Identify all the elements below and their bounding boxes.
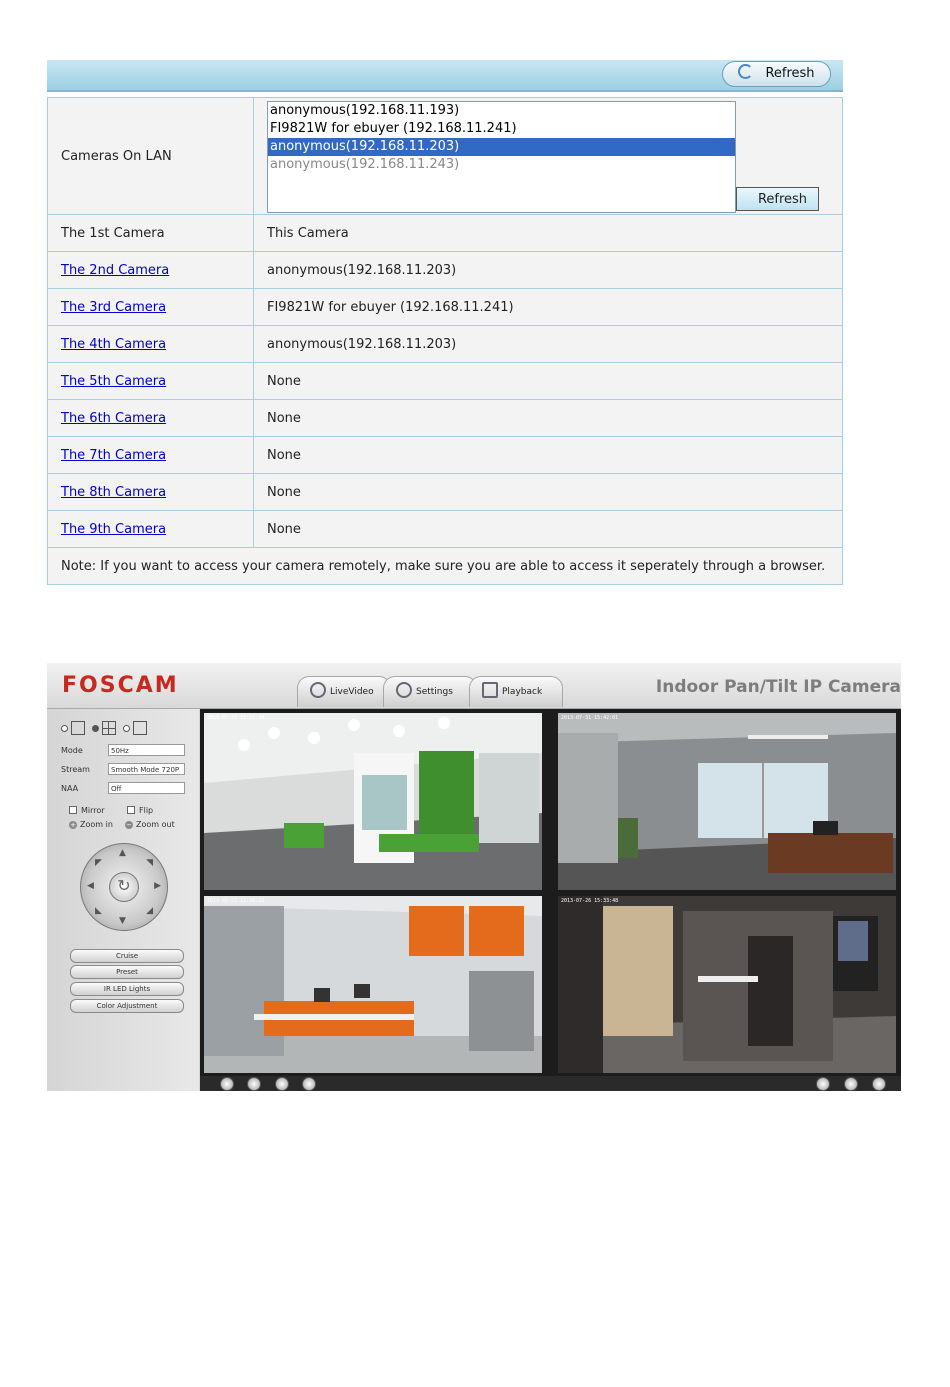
mirror-checkbox[interactable] [69, 806, 105, 815]
record-button[interactable] [247, 1077, 261, 1091]
camera-3-link[interactable]: The 3rd Camera [61, 299, 167, 315]
zoom-out-label: Zoom out [136, 820, 175, 829]
mode-select[interactable]: 50Hz [108, 744, 185, 756]
list-refresh-button[interactable]: Refresh [736, 187, 819, 211]
radio-icon [61, 725, 68, 732]
naa-label: NAA [61, 784, 79, 793]
minus-icon: − [126, 821, 132, 829]
refresh-icon [738, 64, 753, 79]
video-feed-1[interactable] [204, 713, 542, 890]
tab-settings[interactable] [383, 676, 477, 707]
gear-icon [396, 682, 412, 698]
zoom-button[interactable] [816, 1077, 830, 1091]
audio-button[interactable] [275, 1077, 289, 1091]
cameras-table [47, 97, 843, 585]
timestamp: 2013-07-31 15:42:01 [561, 715, 619, 721]
snapshot-button[interactable] [220, 1077, 234, 1091]
header-refresh-button[interactable] [722, 61, 831, 87]
camera-list-option[interactable]: FI9821W for ebuyer (192.168.11.241) [270, 121, 517, 136]
panel-header [47, 60, 843, 92]
timestamp: 2013-07-31 11:30:22 [207, 898, 265, 904]
layout-1-option[interactable] [61, 721, 85, 735]
stream-label: Stream [61, 765, 90, 774]
camera-8-value: None [254, 474, 843, 511]
camera-6-value: None [254, 400, 843, 437]
cameras-list-cell [254, 98, 843, 215]
radio-icon [92, 725, 99, 732]
camera-icon [310, 682, 326, 698]
tab-live-video-label: LiveVideo [330, 687, 374, 697]
arrow-down-right-icon[interactable]: ◢ [146, 906, 153, 916]
foscam-live-view [47, 663, 901, 1091]
checkbox-icon [69, 806, 77, 814]
camera-7-value: None [254, 437, 843, 474]
tab-settings-label: Settings [416, 687, 453, 697]
tab-live-video[interactable] [297, 676, 391, 707]
cameras-lan-panel [47, 60, 843, 585]
camera-1-label: The 1st Camera [48, 215, 254, 252]
timestamp: 2013-07-26 15:33:48 [561, 898, 619, 904]
tab-playback[interactable] [469, 676, 563, 707]
cruise-button[interactable]: Cruise [70, 949, 184, 963]
timestamp: 2013-07-31 11:32:29 [207, 715, 265, 721]
office-lobby-scene [204, 713, 542, 890]
naa-select[interactable]: Off [108, 782, 185, 794]
talk-button[interactable] [302, 1077, 316, 1091]
fullscreen-button[interactable] [872, 1077, 886, 1091]
header-refresh-label: Refresh [765, 66, 815, 81]
arrow-up-right-icon[interactable]: ◥ [146, 858, 153, 868]
layout-9-option[interactable] [123, 721, 147, 735]
remote-access-note: Note: If you want to access your camera remotely, make sure you are able to access it seperately through a browser. [48, 548, 843, 585]
camera-list-option[interactable]: anonymous(192.168.11.193) [270, 103, 460, 118]
product-title: Indoor Pan/Tilt IP Camera [655, 677, 901, 697]
flip-label: Flip [139, 806, 154, 815]
arrow-down-icon[interactable]: ▼ [119, 916, 126, 926]
mode-label: Mode [61, 746, 83, 755]
layout-4-option[interactable] [92, 721, 116, 735]
zoom-in-label: Zoom in [80, 820, 113, 829]
video-feed-2[interactable] [558, 713, 896, 890]
camera-3-value: FI9821W for ebuyer (192.168.11.241) [254, 289, 843, 326]
camera-5-value: None [254, 363, 843, 400]
video-feed-4[interactable] [558, 896, 896, 1073]
tab-playback-label: Playback [502, 687, 543, 697]
camera-1-value: This Camera [254, 215, 843, 252]
color-adjustment-button[interactable]: Color Adjustment [70, 999, 184, 1013]
video-feed-3[interactable] [204, 896, 542, 1073]
cameras-on-lan-listbox[interactable] [267, 101, 736, 213]
arrow-left-icon[interactable]: ◀ [87, 881, 94, 891]
camera-2-link[interactable]: The 2nd Camera [61, 262, 170, 278]
preset-button[interactable]: Preset [70, 965, 184, 979]
arrow-right-icon[interactable]: ▶ [154, 881, 161, 891]
flip-checkbox[interactable] [127, 806, 153, 815]
cameras-on-lan-label: Cameras On LAN [48, 98, 254, 215]
arrow-up-icon[interactable]: ▲ [119, 848, 126, 858]
arrow-down-left-icon[interactable]: ◣ [95, 906, 102, 916]
film-icon [482, 682, 498, 698]
checkbox-icon [127, 806, 135, 814]
camera-5-link[interactable]: The 5th Camera [61, 373, 167, 389]
plus-icon: + [70, 821, 76, 829]
camera-6-link[interactable]: The 6th Camera [61, 410, 167, 426]
rotate-icon: ↻ [117, 876, 131, 895]
radio-icon [123, 725, 130, 732]
single-view-icon [71, 721, 85, 735]
study-room-scene [558, 896, 896, 1073]
stream-select[interactable]: Smooth Mode 720P [108, 763, 185, 775]
fit-button[interactable] [844, 1077, 858, 1091]
zoom-out-button[interactable] [125, 820, 175, 829]
video-control-bar [200, 1076, 901, 1091]
foscam-top-bar [47, 663, 901, 709]
office-window-scene [558, 713, 896, 890]
video-grid [200, 709, 901, 1076]
camera-7-link[interactable]: The 7th Camera [61, 447, 167, 463]
camera-9-link[interactable]: The 9th Camera [61, 521, 167, 537]
camera-8-link[interactable]: The 8th Camera [61, 484, 167, 500]
ptz-center-reset-button[interactable] [109, 872, 139, 902]
zoom-in-button[interactable] [69, 820, 113, 829]
arrow-up-left-icon[interactable]: ◤ [95, 858, 102, 868]
control-sidebar [47, 709, 199, 1091]
orange-office-scene [204, 896, 542, 1073]
camera-2-value: anonymous(192.168.11.203) [254, 252, 843, 289]
layout-selector [61, 721, 152, 735]
camera-9-value: None [254, 511, 843, 548]
camera-list-option[interactable]: anonymous(192.168.11.243) [270, 157, 460, 172]
quad-view-icon [102, 721, 116, 735]
ptz-control-pad[interactable] [80, 843, 168, 931]
foscam-logo: FOSCAM [62, 673, 179, 698]
mirror-label: Mirror [81, 806, 105, 815]
ir-led-lights-button[interactable]: IR LED Lights [70, 982, 184, 996]
camera-list-option-selected[interactable]: anonymous(192.168.11.203) [268, 138, 735, 156]
nine-view-icon [133, 721, 147, 735]
camera-4-value: anonymous(192.168.11.203) [254, 326, 843, 363]
camera-4-link[interactable]: The 4th Camera [61, 336, 167, 352]
